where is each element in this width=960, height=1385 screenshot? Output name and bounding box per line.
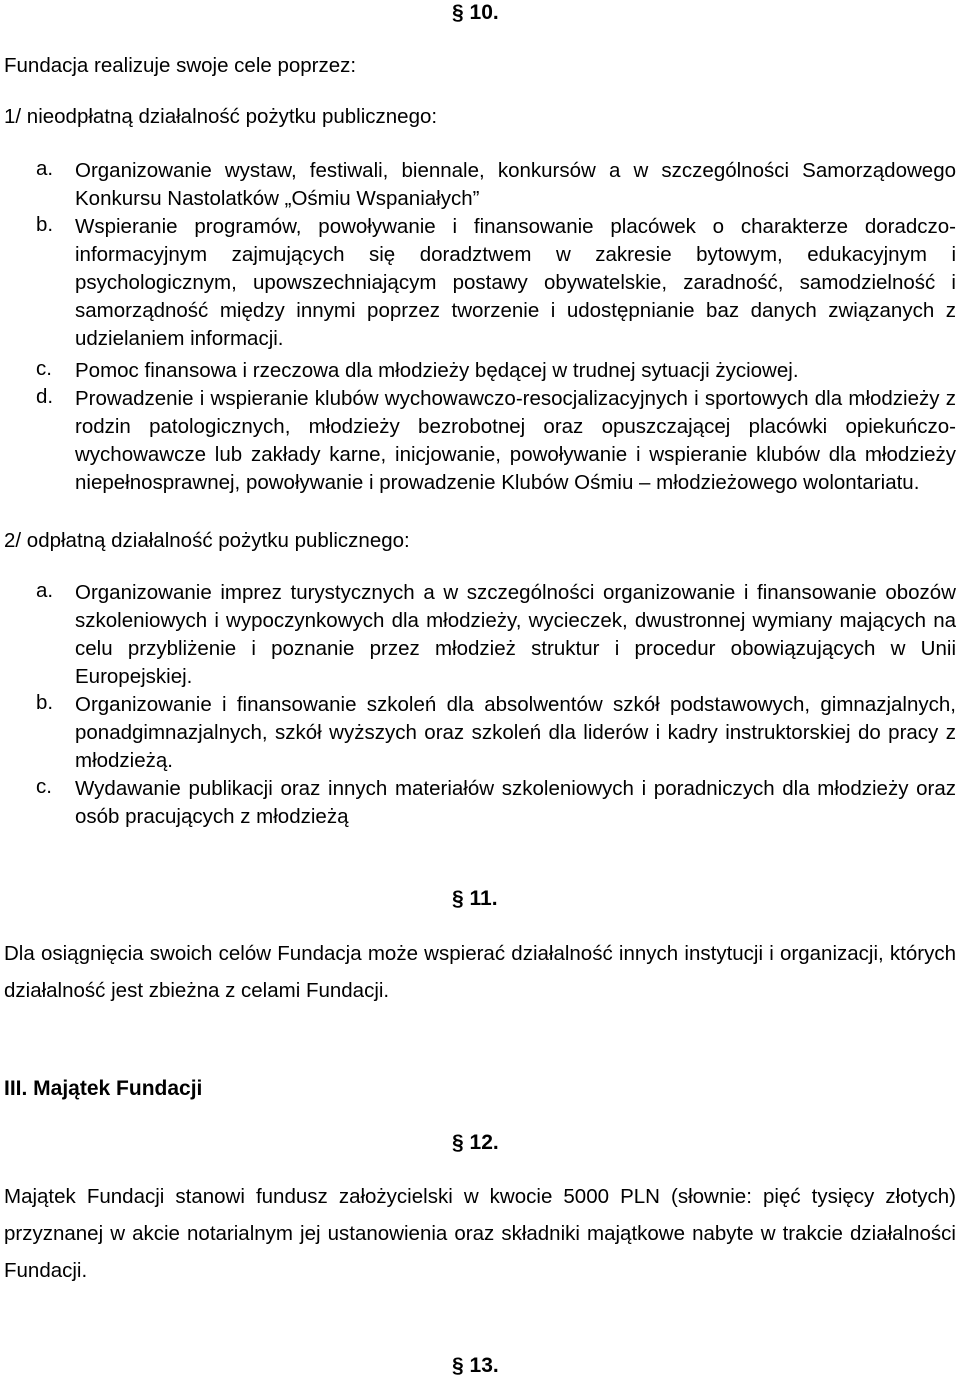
list-item-text: Pomoc finansowa i rzeczowa dla młodzieży będącej w trudnej sytuacji życiowej. [75,359,799,382]
list-item [36,157,956,213]
list-item-letter: a. [36,157,54,180]
section-title-unpaid: 1/ nieodpłatną działalność pożytku publicznego: [4,105,438,128]
list-item-text: Organizowanie wystaw, festiwali, biennale, konkursów a w szczególności Samorządowego Konkursu Nastolatków „Ośmiu Wspaniałych” [75,159,956,210]
paragraph-number-13: § 13. [452,1354,499,1377]
paragraph-number-11: § 11. [452,887,498,910]
section-title-paid: 2/ odpłatną działalność pożytku publicznego: [4,529,410,552]
list-item-text: Organizowanie i finansowanie szkoleń dla absolwentów szkół podstawowych, gimnazjalnych, ponadgimnazjalnych, szkół wyższych oraz szkoleń dla liderów i kadry instruktorskiej do pracy z młodzieżą. [75,693,956,772]
list-item [36,357,956,385]
list-item-text: Prowadzenie i wspieranie klubów wychowawczo-resocjalizacyjnych i sportowych dla młodzieży z rodzin patologicznych, młodzieży bezrobotnej oraz opuszczającej placówki opiekuńczo-wychowawcze lub zakłady karne, inicjowanie, powoływanie i wspieranie klubów dla młodzieży niepełnosprawnej, powoływanie i prowadzenie Klubów Ośmiu – młodzieżowego wolontariatu. [75,387,956,494]
list-item-letter: b. [36,213,54,236]
list-item [36,691,956,775]
list-item-text: Organizowanie imprez turystycznych a w szczególności organizowanie i finansowanie obozów szkoleniowych i wypoczynkowych dla młodzieży, wycieczek, dwustronnej wymiany mających na celu przybliżenie i poznanie przez młodzież struktur i procedur obowiązujących w Unii Europejskiej. [75,581,956,688]
list-item [36,213,956,353]
list-item-letter: d. [36,385,54,408]
list-item-letter: b. [36,691,54,714]
list-item-letter: c. [36,357,52,380]
list-item [36,775,956,831]
list-item-letter: a. [36,579,54,602]
list-item [36,579,956,691]
paragraph-number-12: § 12. [452,1131,499,1154]
paragraph-number-10: § 10. [452,1,499,24]
list-item-text: Wspieranie programów, powoływanie i finansowanie placówek o charakterze doradczo-informacyjnym zajmujących się doradztwem w zakresie bytowym, edukacyjnym i psychologicznym, upowszechniającym postawy obywatelskie, zaradność, samodzielność i samorządność między innymi poprzez tworzenie i udostępnianie baz danych związanych z udzielaniem informacji. [75,215,956,350]
list-item-text: Wydawanie publikacji oraz innych materiałów szkoleniowych i poradniczych dla młodzieży oraz osób pracujących z młodzieżą [75,777,956,828]
paragraph-11-text: Dla osiągnięcia swoich celów Fundacja może wspierać działalność innych instytucji i organizacji, których działalność jest zbieżna z celami Fundacji. [4,942,956,1002]
chapter-heading: III. Majątek Fundacji [4,1077,203,1100]
list-item [36,385,956,497]
paragraph-12-text: Majątek Fundacji stanowi fundusz założycielski w kwocie 5000 PLN (słownie: pięć tysięcy złotych) przyznanej w akcie notarialnym jej ustanowienia oraz składniki majątkowe nabyte w trakcie działalności Fundacji. [4,1185,956,1282]
list-item-letter: c. [36,775,52,798]
intro-text: Fundacja realizuje swoje cele poprzez: [4,54,357,77]
